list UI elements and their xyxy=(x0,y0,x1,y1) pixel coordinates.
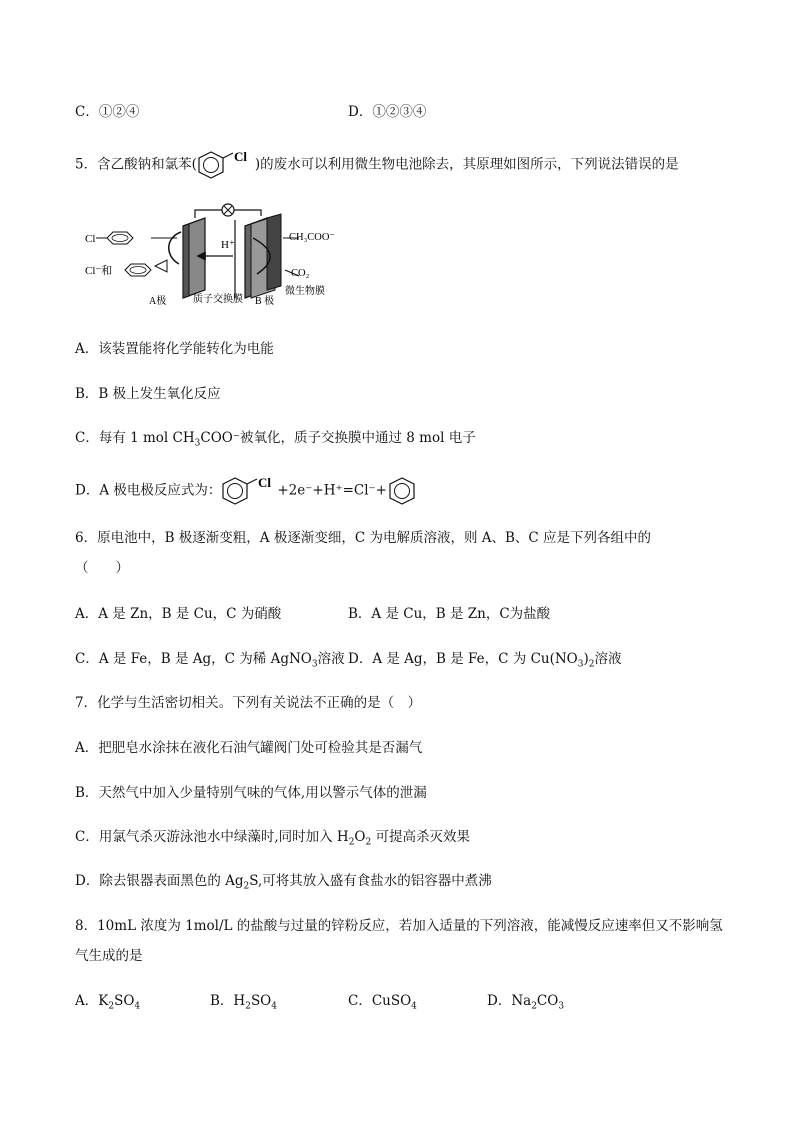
benzene-structure xyxy=(387,476,417,506)
q7-option-a: A．把肥皂水涂抹在液化石油气罐阀门处可检验其是否漏气 xyxy=(75,740,423,756)
q8-option-b: B．$H_2SO_4$ xyxy=(210,993,277,1012)
q8-stem-line1: 8．10mL 浓度为 1mol/L 的盐酸与过量的锌粉反应，若加入适量的下列溶液，能减慢反应速率但又不影响氢 xyxy=(75,918,723,934)
diagram-cl-label: Cl xyxy=(85,233,96,245)
q6-option-a: A．A 是 Zn，B 是 Cu，C 为硝酸 xyxy=(75,606,282,622)
diagram-acetate: CH₃COO⁻ xyxy=(289,232,335,243)
q6-option-c: C．A 是 Fe，B 是 Ag，C 为稀 AgNO$_3$溶液 xyxy=(75,651,345,670)
q6-paren: （ ） xyxy=(75,560,129,576)
q7-stem: 7．化学与生活密切相关。下列有关说法不正确的是（ ） xyxy=(75,695,422,711)
chlorobenzene-structure xyxy=(221,476,277,506)
chlorobenzene-structure xyxy=(197,150,255,180)
diagram-co2: CO₂ xyxy=(291,268,310,279)
q5-option-b: B．B 极上发生氧化反应 xyxy=(75,386,221,402)
svg-text:H⁺: H⁺ xyxy=(221,239,235,251)
q4-option-d: D．①②③④ xyxy=(348,104,427,120)
q5-stem-after: )的废水可以利用微生物电池除去，其原理如图所示，下列说法错误的是 xyxy=(254,156,679,173)
q7-option-c: C．用氯气杀灭游泳池水中绿藻时,同时加入 $H_2O_2$ 可提高杀灭效果 xyxy=(75,829,471,848)
diagram-a-pole: A极 xyxy=(149,296,167,307)
svg-text:Cl: Cl xyxy=(233,150,247,164)
q5-option-a: A．该装置能将化学能转化为电能 xyxy=(75,341,274,357)
q7-option-d: D．除去银器表面黑色的 $Ag_2S$,可将其放入盛有食盐水的铝容器中煮沸 xyxy=(75,873,492,892)
diagram-microbe-label: 微生物膜 xyxy=(285,286,325,297)
q5-stem xyxy=(75,150,679,180)
q6-option-d: D．A 是 Ag，B 是 Fe，C 为 $Cu(NO_3)_2$溶液 xyxy=(348,651,622,670)
q7-option-b: B．天然气中加入少量特别气味的气体,用以警示气体的泄漏 xyxy=(75,785,427,801)
diagram-cl-and: Cl⁻和 xyxy=(85,265,113,277)
q6-option-b: B．A 是 Cu，B 是 Zn，C为盐酸 xyxy=(348,606,551,622)
microbial-cell-diagram xyxy=(85,198,355,314)
q5-option-d: D．A 极电极反应式为： Cl +2e⁻+H⁺=Cl⁻+ xyxy=(75,476,417,506)
diagram-b-pole: B 极 xyxy=(255,296,275,307)
q8-option-c: C．CuSO$_4$ xyxy=(348,993,417,1012)
q5-option-c: C．每有 1 mol $CH_3COO^-$被氧化，质子交换膜中通过 8 mol 电子 xyxy=(75,430,476,449)
q4-option-c: C．①②④ xyxy=(75,104,140,120)
q8-stem-line2: 气生成的是 xyxy=(75,948,143,964)
diagram-membrane-label: 质子交换膜 xyxy=(193,294,243,305)
svg-text:Cl: Cl xyxy=(258,476,272,490)
q5-stem-before: 5．含乙酸钠和氯苯( xyxy=(75,156,197,173)
q8-option-d: D．$Na_2CO_3$ xyxy=(487,993,565,1012)
q8-option-a: A．$K_2SO_4$ xyxy=(75,993,141,1012)
q6-stem: 6．原电池中，B 极逐渐变粗，A 极逐渐变细，C 为电解质溶液，则 A、B、C 应是下列各组中的 xyxy=(75,530,652,546)
